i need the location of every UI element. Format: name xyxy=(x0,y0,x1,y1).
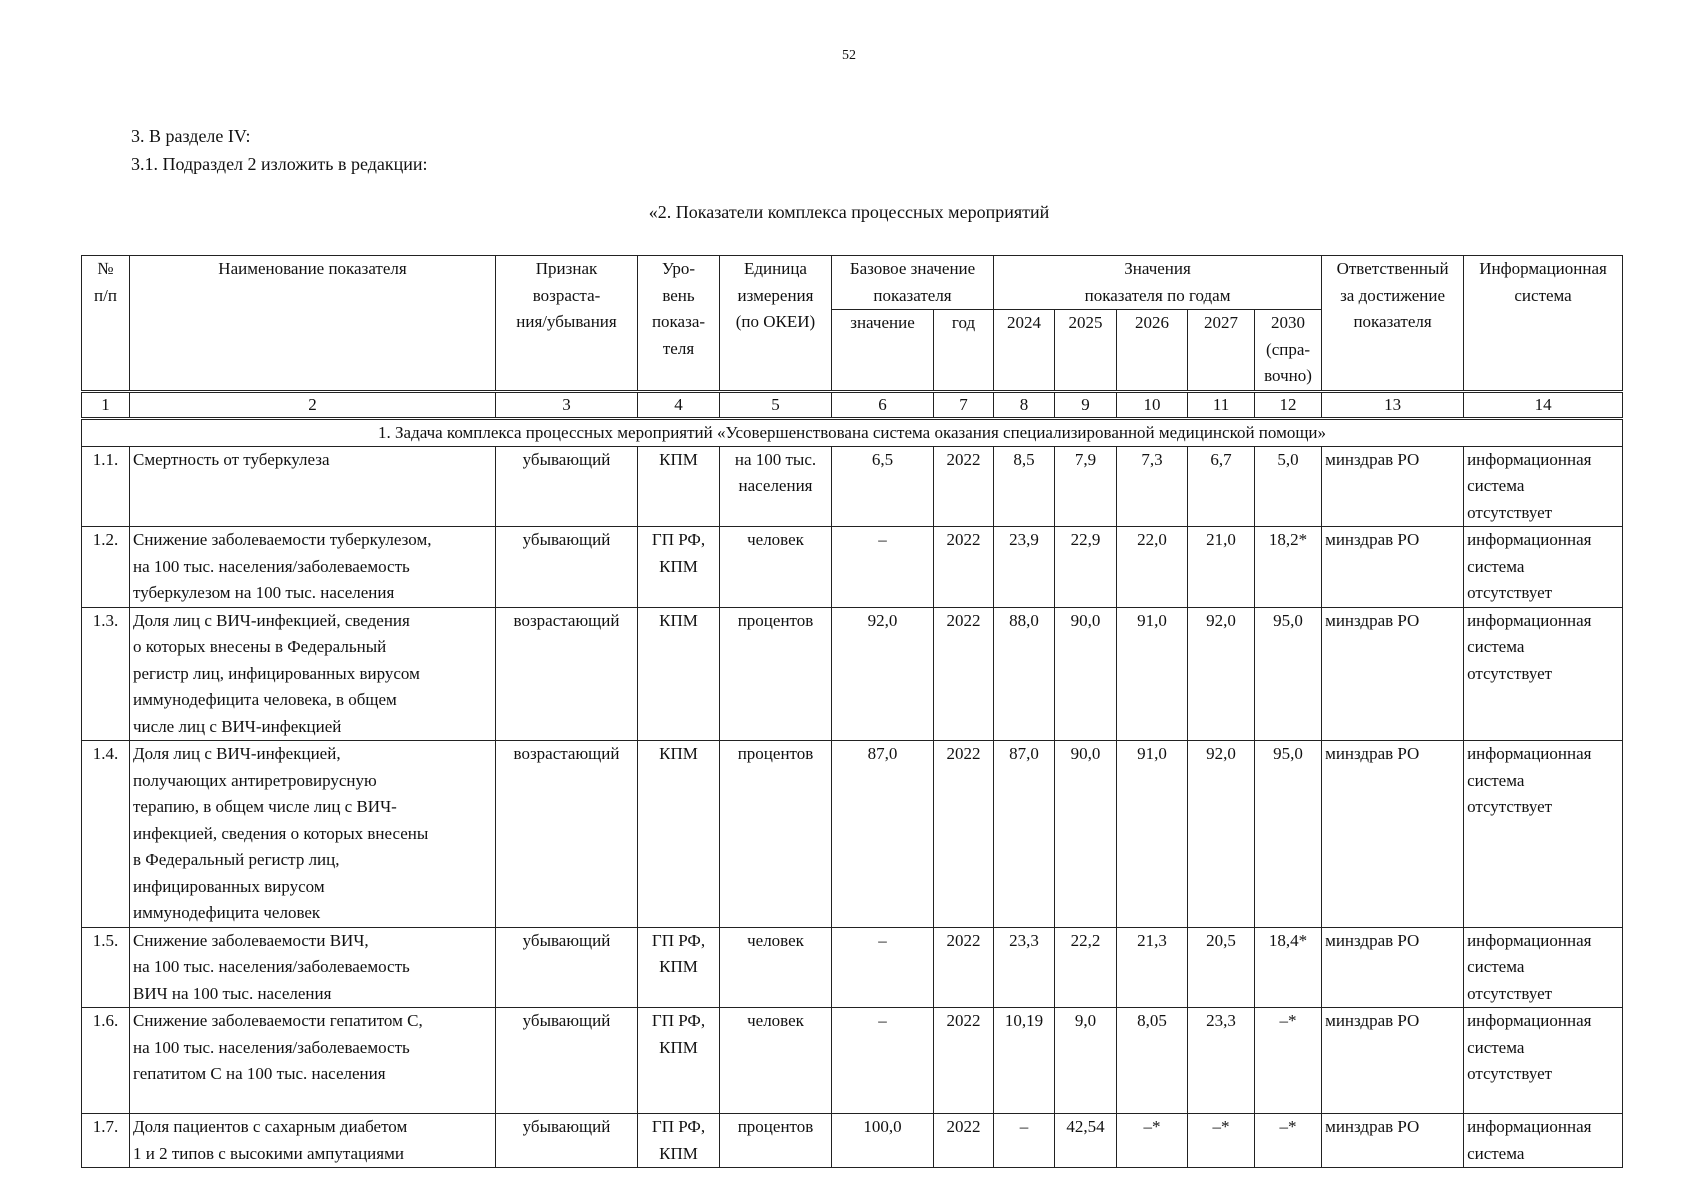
indicator-name: Снижение заболеваемости туберкулезом, на 100 тыс. населения/заболеваемость туберкулезом на 100 тыс. населения xyxy=(130,527,496,608)
intro-text xyxy=(131,122,428,178)
year-value-cell: –* xyxy=(1255,1114,1322,1168)
header-responsible: Ответственный за достижение показателя xyxy=(1322,256,1464,392)
year-value-cell: 23,3 xyxy=(1188,1008,1255,1114)
level-cell: ГП РФ, КПМ xyxy=(638,1008,720,1114)
column-number: 14 xyxy=(1464,391,1623,418)
header-name: Наименование показателя xyxy=(130,256,496,392)
base-value-cell: – xyxy=(832,927,934,1008)
column-number: 12 xyxy=(1255,391,1322,418)
level-cell: ГП РФ, КПМ xyxy=(638,927,720,1008)
year-value-cell: 90,0 xyxy=(1055,741,1117,928)
row-number: 1.3. xyxy=(82,607,130,741)
unit-cell: процентов xyxy=(720,741,832,928)
year-value-cell: 42,54 xyxy=(1055,1114,1117,1168)
base-year-cell: 2022 xyxy=(934,446,994,527)
year-value-cell: 90,0 xyxy=(1055,607,1117,741)
row-number: 1.1. xyxy=(82,446,130,527)
year-value-cell: – xyxy=(994,1114,1055,1168)
column-number: 11 xyxy=(1188,391,1255,418)
column-numbers-row xyxy=(82,391,1623,418)
header-unit: Единица измерения (по ОКЕИ) xyxy=(720,256,832,392)
year-value-cell: 18,2* xyxy=(1255,527,1322,608)
year-value-cell: 95,0 xyxy=(1255,607,1322,741)
year-value-cell: 91,0 xyxy=(1117,741,1188,928)
column-number: 9 xyxy=(1055,391,1117,418)
task-row xyxy=(82,418,1623,446)
base-value-cell: – xyxy=(832,527,934,608)
header-year: 2030 (спра- вочно) xyxy=(1255,310,1322,392)
responsible-cell: минздрав РО xyxy=(1322,607,1464,741)
indicator-name: Доля лиц с ВИЧ-инфекцией, сведения о которых внесены в Федеральный регистр лиц, инфицированных вирусом иммунодефицита человека, в общем числе лиц с ВИЧ-инфекцией xyxy=(130,607,496,741)
indicator-name: Доля лиц с ВИЧ-инфекцией, получающих антиретровирусную терапию, в общем числе лиц с ВИЧ- инфекцией, сведения о которых внесены в Федеральный регистр лиц, инфицированных вирусом иммунодефицита человек xyxy=(130,741,496,928)
year-value-cell: 92,0 xyxy=(1188,607,1255,741)
table-row xyxy=(82,527,1623,608)
row-number: 1.2. xyxy=(82,527,130,608)
unit-cell: человек xyxy=(720,527,832,608)
column-number: 3 xyxy=(496,391,638,418)
table-header xyxy=(82,256,1623,392)
header-level: Уро- вень показа- теля xyxy=(638,256,720,392)
trend-cell: убывающий xyxy=(496,927,638,1008)
year-value-cell: –* xyxy=(1255,1008,1322,1114)
responsible-cell: минздрав РО xyxy=(1322,446,1464,527)
info-system-cell: информационная система отсутствует xyxy=(1464,607,1623,741)
year-value-cell: 8,5 xyxy=(994,446,1055,527)
base-year-cell: 2022 xyxy=(934,1008,994,1114)
responsible-cell: минздрав РО xyxy=(1322,1114,1464,1168)
year-value-cell: –* xyxy=(1188,1114,1255,1168)
year-value-cell: 7,9 xyxy=(1055,446,1117,527)
header-year: 2025 xyxy=(1055,310,1117,392)
trend-cell: возрастающий xyxy=(496,741,638,928)
year-value-cell: 92,0 xyxy=(1188,741,1255,928)
column-number: 2 xyxy=(130,391,496,418)
header-values-group: Значения показателя по годам xyxy=(994,256,1322,310)
page-number: 52 xyxy=(842,48,856,63)
row-number: 1.6. xyxy=(82,1008,130,1114)
intro-line: 3.1. Подраздел 2 изложить в редакции: xyxy=(131,154,428,174)
info-system-cell: информационная система отсутствует xyxy=(1464,1008,1623,1114)
year-value-cell: 6,7 xyxy=(1188,446,1255,527)
column-number: 6 xyxy=(832,391,934,418)
task-title: 1. Задача комплекса процессных мероприятий «Усовершенствована система оказания специализированной медицинской помощи» xyxy=(82,418,1623,446)
base-value-cell: 6,5 xyxy=(832,446,934,527)
row-number: 1.7. xyxy=(82,1114,130,1168)
column-number: 4 xyxy=(638,391,720,418)
table-row xyxy=(82,1114,1623,1168)
trend-cell: убывающий xyxy=(496,446,638,527)
base-value-cell: 100,0 xyxy=(832,1114,934,1168)
base-year-cell: 2022 xyxy=(934,741,994,928)
info-system-cell: информационная система отсутствует xyxy=(1464,446,1623,527)
info-system-cell: информационная система отсутствует xyxy=(1464,741,1623,928)
level-cell: КПМ xyxy=(638,607,720,741)
year-value-cell: 22,9 xyxy=(1055,527,1117,608)
responsible-cell: минздрав РО xyxy=(1322,1008,1464,1114)
column-number: 8 xyxy=(994,391,1055,418)
year-value-cell: 22,2 xyxy=(1055,927,1117,1008)
table-row xyxy=(82,927,1623,1008)
year-value-cell: 88,0 xyxy=(994,607,1055,741)
column-number: 10 xyxy=(1117,391,1188,418)
indicator-name: Снижение заболеваемости гепатитом С, на 100 тыс. населения/заболеваемость гепатитом С на 100 тыс. населения xyxy=(130,1008,496,1114)
header-year: 2026 xyxy=(1117,310,1188,392)
header-system: Информационная система xyxy=(1464,256,1623,392)
level-cell: КПМ xyxy=(638,741,720,928)
table-body xyxy=(82,391,1623,1168)
year-value-cell: 22,0 xyxy=(1117,527,1188,608)
responsible-cell: минздрав РО xyxy=(1322,741,1464,928)
info-system-cell: информационная система отсутствует xyxy=(1464,927,1623,1008)
year-value-cell: 91,0 xyxy=(1117,607,1188,741)
responsible-cell: минздрав РО xyxy=(1322,927,1464,1008)
info-system-cell: информационная система отсутствует xyxy=(1464,527,1623,608)
responsible-cell: минздрав РО xyxy=(1322,527,1464,608)
table-row xyxy=(82,607,1623,741)
level-cell: ГП РФ, КПМ xyxy=(638,1114,720,1168)
header-year: 2027 xyxy=(1188,310,1255,392)
year-value-cell: 7,3 xyxy=(1117,446,1188,527)
year-value-cell: 23,9 xyxy=(994,527,1055,608)
table-row xyxy=(82,446,1623,527)
row-number: 1.4. xyxy=(82,741,130,928)
year-value-cell: 87,0 xyxy=(994,741,1055,928)
section-title: «2. Показатели комплекса процессных мероприятий xyxy=(648,202,1050,222)
info-system-cell: информационная система xyxy=(1464,1114,1623,1168)
indicator-name: Снижение заболеваемости ВИЧ, на 100 тыс. населения/заболеваемость ВИЧ на 100 тыс. населения xyxy=(130,927,496,1008)
unit-cell: процентов xyxy=(720,607,832,741)
year-value-cell: 23,3 xyxy=(994,927,1055,1008)
header-trend: Признак возраста- ния/убывания xyxy=(496,256,638,392)
unit-cell: человек xyxy=(720,1008,832,1114)
indicators-table xyxy=(81,255,1623,1168)
table-row xyxy=(82,1008,1623,1114)
row-number: 1.5. xyxy=(82,927,130,1008)
year-value-cell: 95,0 xyxy=(1255,741,1322,928)
year-value-cell: –* xyxy=(1117,1114,1188,1168)
year-value-cell: 5,0 xyxy=(1255,446,1322,527)
column-number: 13 xyxy=(1322,391,1464,418)
year-value-cell: 9,0 xyxy=(1055,1008,1117,1114)
year-value-cell: 10,19 xyxy=(994,1008,1055,1114)
trend-cell: убывающий xyxy=(496,527,638,608)
header-base-group: Базовое значение показателя xyxy=(832,256,994,310)
year-value-cell: 18,4* xyxy=(1255,927,1322,1008)
base-value-cell: 92,0 xyxy=(832,607,934,741)
year-value-cell: 20,5 xyxy=(1188,927,1255,1008)
year-value-cell: 21,3 xyxy=(1117,927,1188,1008)
unit-cell: на 100 тыс. населения xyxy=(720,446,832,527)
unit-cell: процентов xyxy=(720,1114,832,1168)
header-year: 2024 xyxy=(994,310,1055,392)
base-value-cell: 87,0 xyxy=(832,741,934,928)
year-value-cell: 8,05 xyxy=(1117,1008,1188,1114)
year-value-cell: 21,0 xyxy=(1188,527,1255,608)
level-cell: КПМ xyxy=(638,446,720,527)
column-number: 1 xyxy=(82,391,130,418)
header-base-year: год xyxy=(934,310,994,392)
base-year-cell: 2022 xyxy=(934,607,994,741)
trend-cell: убывающий xyxy=(496,1114,638,1168)
header-base-value: значение xyxy=(832,310,934,392)
table-row xyxy=(82,741,1623,928)
base-year-cell: 2022 xyxy=(934,527,994,608)
level-cell: ГП РФ, КПМ xyxy=(638,527,720,608)
indicator-name: Доля пациентов с сахарным диабетом 1 и 2 типов с высокими ампутациями xyxy=(130,1114,496,1168)
intro-line: 3. В разделе IV: xyxy=(131,126,251,146)
trend-cell: возрастающий xyxy=(496,607,638,741)
column-number: 5 xyxy=(720,391,832,418)
indicator-name: Смертность от туберкулеза xyxy=(130,446,496,527)
base-year-cell: 2022 xyxy=(934,927,994,1008)
base-year-cell: 2022 xyxy=(934,1114,994,1168)
header-no: № п/п xyxy=(82,256,130,392)
base-value-cell: – xyxy=(832,1008,934,1114)
unit-cell: человек xyxy=(720,927,832,1008)
trend-cell: убывающий xyxy=(496,1008,638,1114)
column-number: 7 xyxy=(934,391,994,418)
